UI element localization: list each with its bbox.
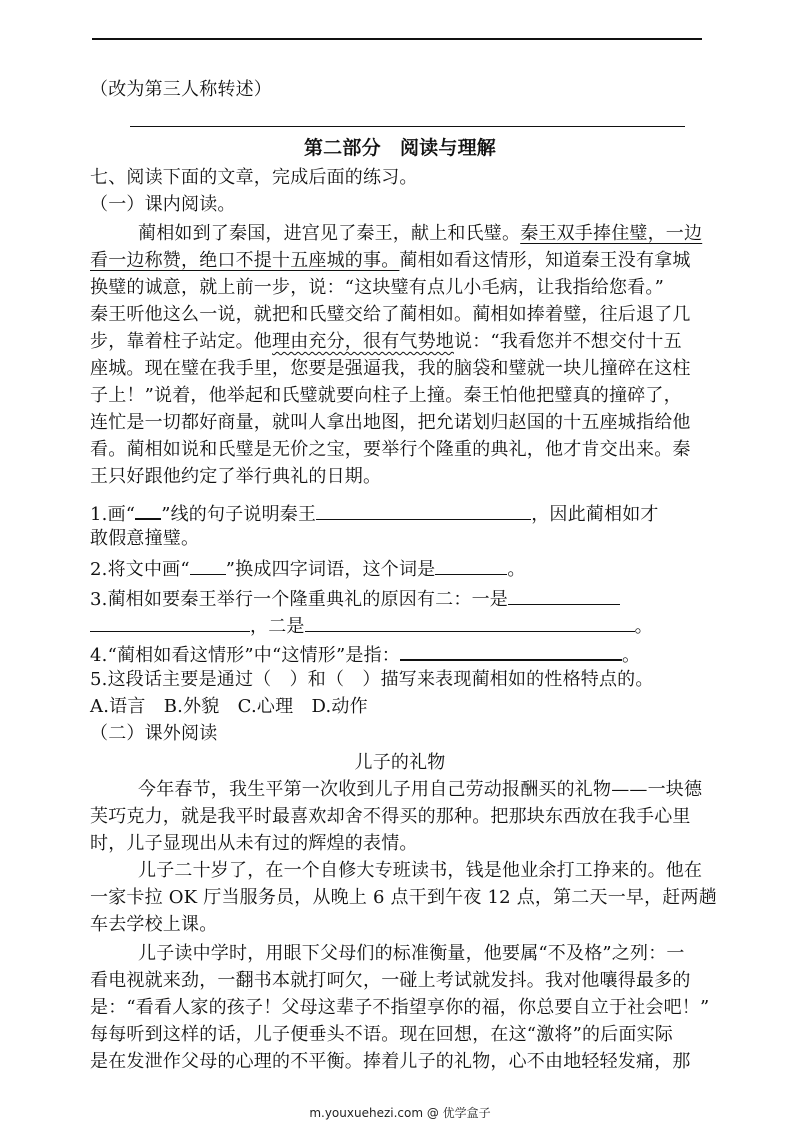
answer-blank[interactable] [305,613,635,632]
question-4 [0,641,800,668]
question-text: ，因此蔺相如才 [531,504,659,525]
passage1-line: 子上！”说着，他举起和氏璧就要向柱子上撞。秦王怕他把璧真的撞碎了， [90,385,682,406]
passage2-line: 每每听到这样的话，儿子便垂头不语。现在回想，在这“激将”的后面实际 [90,1024,674,1045]
underlined-sentence: 秦王双手捧住璧，一边 [520,223,703,244]
passage1-text: 蔺相如到了秦国，进宫见了秦王，献上和氏璧。 [138,223,521,244]
passage2-line: 儿子读中学时，用眼下父母们的标准衡量，他要属“不及格”之列：一 [138,943,685,964]
question-5: 5.这段话主要是通过（ ）和（ ）描写来表现蔺相如的性格特点的。 [90,669,654,690]
answer-blank[interactable] [316,501,531,520]
question-text: 4.“蔺相如看这情形”中“这情形”是指： [90,645,400,666]
question-text: 1.画“ [90,504,136,525]
question-text: 。 [621,645,641,666]
question-text: 2.将文中画“ [90,559,190,580]
page-footer: m.youxuehezi.com @ 优学盒子 [309,1106,491,1120]
passage2-line: 一家卡拉 OK 厅当服务员，从晚上 6 点干到午夜 12 点，第二天一早，赶两趟 [90,887,717,908]
passage2-line: 时，儿子显现出从未有过的辉煌的表情。 [90,833,418,854]
question-3-cont [0,613,800,639]
question-text: ”换成四字词语，这个词是 [225,559,436,580]
underlined-sentence: 看一边称赞，绝口不提十五座城的事。 [90,250,400,271]
part-title: 第二部分 阅读与理解 [303,137,496,159]
answer-blank[interactable] [400,641,622,661]
question-text: 。 [634,616,653,637]
line-symbol [135,500,161,520]
answer-blank[interactable] [508,586,620,605]
question-text: 。 [507,559,526,580]
question-5-options: A.语言 B.外貌 C.心理 D.动作 [90,696,368,717]
passage1-line [0,330,800,354]
q7-instruction: 七、阅读下面的文章，完成后面的练习。 [90,167,418,188]
passage1-line [0,249,800,273]
question-text: ”线的句子说明秦王 [161,504,317,525]
passage1-line: 秦王听他这么一说，就把和氏璧交给了蔺相如。蔺相如捧着璧，往后退了几 [90,304,691,325]
passage2-line: 是在发泄作父母的心理的不平衡。捧着儿子的礼物，心不由地轻轻发痛，那 [90,1051,691,1072]
passage2-line: 芙巧克力，就是我平时最喜欢却舍不得买的那种。把那块东西放在我手心里 [90,806,691,827]
passage2-line: 今年春节，我生平第一次收到儿子用自己劳动报酬买的礼物——一块德 [138,779,703,800]
passage2-line: 车去学校上课。 [90,914,218,935]
passage1-line: 座城。现在璧在我手里，您要是强逼我，我的脑袋和璧就一块儿撞碎在这柱 [90,358,691,379]
question-3 [0,586,800,612]
passage1-text: 说：“我看您并不想交付十五 [454,331,682,352]
answer-blank[interactable] [435,556,507,575]
answer-line [130,126,685,127]
top-rule [92,38,702,40]
passage1-text: 蔺相如看这情形，知道秦王没有拿城 [399,250,691,271]
wavy-underlined-phrase: 理由充分，很有气势地 [272,331,454,352]
passage2-line: 看电视就来劲，一翻书本就打呵欠，一碰上考试就发抖。我对他嚷得最多的 [90,970,691,991]
question-text: 3.蔺相如要秦王举行一个隆重典礼的原因有二：一是 [90,589,508,610]
top-note: （改为第三人称转述） [90,79,272,100]
passage2-line: 是：“看看人家的孩子！父母这辈子不指望享你的福，你总要自立于社会吧！” [90,997,710,1018]
passage2-line: 儿子二十岁了，在一个自修大专班读书，钱是他业余打工挣来的。他在 [138,860,703,881]
out-class-heading: （二）课外阅读 [90,723,218,744]
passage1-line: 看。蔺相如说和氏璧是无价之宝，要举行个隆重的典礼，他才肯交出来。秦 [90,439,691,460]
question-2 [0,556,800,582]
question-1-cont: 敢假意撞璧。 [90,528,200,549]
in-class-heading: （一）课内阅读。 [90,194,236,215]
question-text: ，二是 [250,616,305,637]
wavy-symbol [190,556,226,575]
passage1-line: 换璧的诚意，就上前一步，说：“这块璧有点儿小毛病，让我指给您看。” [90,277,665,298]
passage1-line: 连忙是一切都好商量，就叫人拿出地图，把允诺划归赵国的十五座城指给他 [90,412,691,433]
passage1-line [0,222,800,246]
passage1-text: 步，靠着柱子站定。他 [90,331,272,352]
question-1 [0,500,800,527]
passage1-line: 王只好跟他约定了举行典礼的日期。 [90,466,382,487]
story-title: 儿子的礼物 [354,752,446,773]
answer-blank[interactable] [90,613,250,632]
